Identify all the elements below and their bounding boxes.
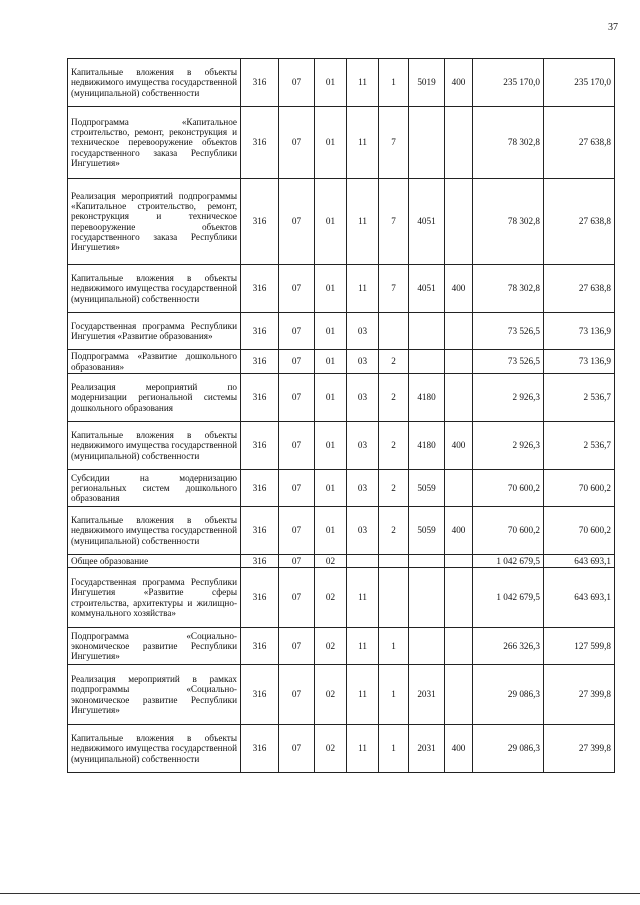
amount-year-2-cell: 70 600,2 <box>544 507 615 555</box>
section-code-cell: 07 <box>279 568 315 628</box>
program-code-cell: 11 <box>347 107 379 179</box>
program-code-cell: 03 <box>347 470 379 507</box>
subprogram-code-cell: 7 <box>379 107 409 179</box>
ministry-code-cell: 316 <box>241 313 279 350</box>
program-code-cell: 03 <box>347 422 379 470</box>
expense-type-code-cell <box>445 555 473 568</box>
ministry-code-cell: 316 <box>241 265 279 313</box>
ministry-code-cell: 316 <box>241 665 279 725</box>
table-row <box>68 374 615 422</box>
expense-type-code-cell <box>445 470 473 507</box>
amount-year-1-cell: 78 302,8 <box>473 107 544 179</box>
row-name-cell: Капитальные вложения в объекты недвижимого имущества государственной (муниципальной) собственности <box>68 507 241 555</box>
amount-year-2-cell: 73 136,9 <box>544 350 615 374</box>
program-code-cell: 11 <box>347 265 379 313</box>
subsection-code-cell: 01 <box>315 422 347 470</box>
row-name-cell: Капитальные вложения в объекты недвижимого имущества государственной (муниципальной) собственности <box>68 59 241 107</box>
table-body <box>68 59 615 773</box>
direction-code-cell <box>409 628 445 665</box>
row-name-cell: Подпрограмма «Социально-экономическое развитие Республики Ингушетия» <box>68 628 241 665</box>
expense-type-code-cell <box>445 350 473 374</box>
row-name-cell: Реализация мероприятий подпрограммы «Капитальное строительство, ремонт, реконструкция и техническое перевооружение объектов государственного заказа Республики Ингушетия» <box>68 179 241 265</box>
subprogram-code-cell: 2 <box>379 507 409 555</box>
budget-table <box>67 58 615 773</box>
amount-year-1-cell: 2 926,3 <box>473 422 544 470</box>
table-row <box>68 470 615 507</box>
direction-code-cell: 4180 <box>409 374 445 422</box>
program-code-cell: 11 <box>347 568 379 628</box>
section-code-cell: 07 <box>279 628 315 665</box>
amount-year-1-cell: 70 600,2 <box>473 470 544 507</box>
expense-type-code-cell <box>445 107 473 179</box>
amount-year-2-cell: 27 399,8 <box>544 665 615 725</box>
subprogram-code-cell <box>379 313 409 350</box>
table-row <box>68 59 615 107</box>
subprogram-code-cell <box>379 568 409 628</box>
subsection-code-cell: 02 <box>315 665 347 725</box>
subsection-code-cell: 02 <box>315 725 347 773</box>
direction-code-cell: 4051 <box>409 265 445 313</box>
row-name-cell: Капитальные вложения в объекты недвижимого имущества государственной (муниципальной) собственности <box>68 265 241 313</box>
section-code-cell: 07 <box>279 507 315 555</box>
direction-code-cell: 5059 <box>409 507 445 555</box>
program-code-cell: 03 <box>347 507 379 555</box>
subprogram-code-cell: 1 <box>379 665 409 725</box>
section-code-cell: 07 <box>279 374 315 422</box>
subsection-code-cell: 01 <box>315 470 347 507</box>
direction-code-cell <box>409 107 445 179</box>
table-row <box>68 568 615 628</box>
section-code-cell: 07 <box>279 725 315 773</box>
amount-year-2-cell: 2 536,7 <box>544 374 615 422</box>
row-name-cell: Реализация мероприятий по модернизации региональной системы дошкольного образования <box>68 374 241 422</box>
direction-code-cell: 4180 <box>409 422 445 470</box>
amount-year-2-cell: 643 693,1 <box>544 555 615 568</box>
row-name-cell: Капитальные вложения в объекты недвижимого имущества государственной (муниципальной) собственности <box>68 725 241 773</box>
subsection-code-cell: 01 <box>315 507 347 555</box>
amount-year-1-cell: 1 042 679,5 <box>473 568 544 628</box>
program-code-cell: 03 <box>347 350 379 374</box>
table-row <box>68 665 615 725</box>
ministry-code-cell: 316 <box>241 179 279 265</box>
direction-code-cell <box>409 350 445 374</box>
subsection-code-cell: 01 <box>315 313 347 350</box>
program-code-cell: 03 <box>347 313 379 350</box>
section-code-cell: 07 <box>279 422 315 470</box>
table-row <box>68 179 615 265</box>
section-code-cell: 07 <box>279 59 315 107</box>
ministry-code-cell: 316 <box>241 422 279 470</box>
amount-year-1-cell: 1 042 679,5 <box>473 555 544 568</box>
section-code-cell: 07 <box>279 665 315 725</box>
subprogram-code-cell: 7 <box>379 265 409 313</box>
section-code-cell: 07 <box>279 555 315 568</box>
expense-type-code-cell: 400 <box>445 59 473 107</box>
subsection-code-cell: 02 <box>315 628 347 665</box>
subprogram-code-cell: 1 <box>379 725 409 773</box>
ministry-code-cell: 316 <box>241 507 279 555</box>
subprogram-code-cell: 2 <box>379 374 409 422</box>
section-code-cell: 07 <box>279 107 315 179</box>
ministry-code-cell: 316 <box>241 107 279 179</box>
row-name-cell: Реализация мероприятий в рамках подпрограммы «Социально-экономическое развитие Республики Ингушетия» <box>68 665 241 725</box>
program-code-cell <box>347 555 379 568</box>
row-name-cell: Подпрограмма «Капитальное строительство, ремонт, реконструкция и техническое перевооружение объектов государственного заказа Республики Ингушетия» <box>68 107 241 179</box>
expense-type-code-cell: 400 <box>445 265 473 313</box>
direction-code-cell: 2031 <box>409 665 445 725</box>
amount-year-2-cell: 70 600,2 <box>544 470 615 507</box>
ministry-code-cell: 316 <box>241 350 279 374</box>
subprogram-code-cell: 1 <box>379 59 409 107</box>
row-name-cell: Субсидии на модернизацию региональных систем дошкольного образования <box>68 470 241 507</box>
table-row <box>68 265 615 313</box>
row-name-cell: Подпрограмма «Развитие дошкольного образования» <box>68 350 241 374</box>
amount-year-1-cell: 70 600,2 <box>473 507 544 555</box>
amount-year-1-cell: 29 086,3 <box>473 665 544 725</box>
expense-type-code-cell: 400 <box>445 507 473 555</box>
subprogram-code-cell <box>379 555 409 568</box>
ministry-code-cell: 316 <box>241 568 279 628</box>
expense-type-code-cell <box>445 374 473 422</box>
program-code-cell: 11 <box>347 179 379 265</box>
subsection-code-cell: 01 <box>315 59 347 107</box>
table-row <box>68 313 615 350</box>
amount-year-2-cell: 27 638,8 <box>544 265 615 313</box>
ministry-code-cell: 316 <box>241 725 279 773</box>
subsection-code-cell: 02 <box>315 555 347 568</box>
subsection-code-cell: 01 <box>315 179 347 265</box>
section-code-cell: 07 <box>279 470 315 507</box>
direction-code-cell: 2031 <box>409 725 445 773</box>
amount-year-2-cell: 27 399,8 <box>544 725 615 773</box>
ministry-code-cell: 316 <box>241 470 279 507</box>
section-code-cell: 07 <box>279 265 315 313</box>
expense-type-code-cell <box>445 665 473 725</box>
subprogram-code-cell: 2 <box>379 470 409 507</box>
ministry-code-cell: 316 <box>241 59 279 107</box>
subsection-code-cell: 01 <box>315 107 347 179</box>
program-code-cell: 11 <box>347 628 379 665</box>
amount-year-1-cell: 78 302,8 <box>473 265 544 313</box>
table-row <box>68 422 615 470</box>
amount-year-2-cell: 2 536,7 <box>544 422 615 470</box>
program-code-cell: 03 <box>347 374 379 422</box>
page-bottom-rule <box>0 893 640 894</box>
table-row <box>68 507 615 555</box>
amount-year-2-cell: 27 638,8 <box>544 179 615 265</box>
row-name-cell: Капитальные вложения в объекты недвижимого имущества государственной (муниципальной) собственности <box>68 422 241 470</box>
direction-code-cell <box>409 313 445 350</box>
amount-year-2-cell: 235 170,0 <box>544 59 615 107</box>
expense-type-code-cell <box>445 628 473 665</box>
row-name-cell: Государственная программа Республики Ингушетия «Развитие образования» <box>68 313 241 350</box>
ministry-code-cell: 316 <box>241 374 279 422</box>
amount-year-2-cell: 73 136,9 <box>544 313 615 350</box>
amount-year-1-cell: 235 170,0 <box>473 59 544 107</box>
ministry-code-cell: 316 <box>241 555 279 568</box>
direction-code-cell: 5019 <box>409 59 445 107</box>
subprogram-code-cell: 2 <box>379 422 409 470</box>
amount-year-1-cell: 29 086,3 <box>473 725 544 773</box>
table-row <box>68 725 615 773</box>
section-code-cell: 07 <box>279 313 315 350</box>
subsection-code-cell: 01 <box>315 374 347 422</box>
subprogram-code-cell: 7 <box>379 179 409 265</box>
subsection-code-cell: 01 <box>315 265 347 313</box>
table-row <box>68 107 615 179</box>
section-code-cell: 07 <box>279 350 315 374</box>
section-code-cell: 07 <box>279 179 315 265</box>
expense-type-code-cell: 400 <box>445 725 473 773</box>
program-code-cell: 11 <box>347 665 379 725</box>
subsection-code-cell: 02 <box>315 568 347 628</box>
program-code-cell: 11 <box>347 725 379 773</box>
subprogram-code-cell: 1 <box>379 628 409 665</box>
direction-code-cell <box>409 555 445 568</box>
direction-code-cell: 4051 <box>409 179 445 265</box>
direction-code-cell <box>409 568 445 628</box>
expense-type-code-cell <box>445 313 473 350</box>
expense-type-code-cell <box>445 568 473 628</box>
expense-type-code-cell <box>445 179 473 265</box>
row-name-cell: Государственная программа Республики Ингушетия «Развитие сферы строительства, архитектуры и жилищно-коммунального хозяйства» <box>68 568 241 628</box>
expense-type-code-cell: 400 <box>445 422 473 470</box>
subsection-code-cell: 01 <box>315 350 347 374</box>
amount-year-2-cell: 643 693,1 <box>544 568 615 628</box>
table-row <box>68 628 615 665</box>
row-name-cell: Общее образование <box>68 555 241 568</box>
program-code-cell: 11 <box>347 59 379 107</box>
table-row <box>68 350 615 374</box>
amount-year-1-cell: 73 526,5 <box>473 313 544 350</box>
table-row <box>68 555 615 568</box>
amount-year-2-cell: 127 599,8 <box>544 628 615 665</box>
amount-year-2-cell: 27 638,8 <box>544 107 615 179</box>
page-number: 37 <box>608 22 618 33</box>
direction-code-cell: 5059 <box>409 470 445 507</box>
amount-year-1-cell: 266 326,3 <box>473 628 544 665</box>
amount-year-1-cell: 78 302,8 <box>473 179 544 265</box>
amount-year-1-cell: 2 926,3 <box>473 374 544 422</box>
amount-year-1-cell: 73 526,5 <box>473 350 544 374</box>
ministry-code-cell: 316 <box>241 628 279 665</box>
subprogram-code-cell: 2 <box>379 350 409 374</box>
